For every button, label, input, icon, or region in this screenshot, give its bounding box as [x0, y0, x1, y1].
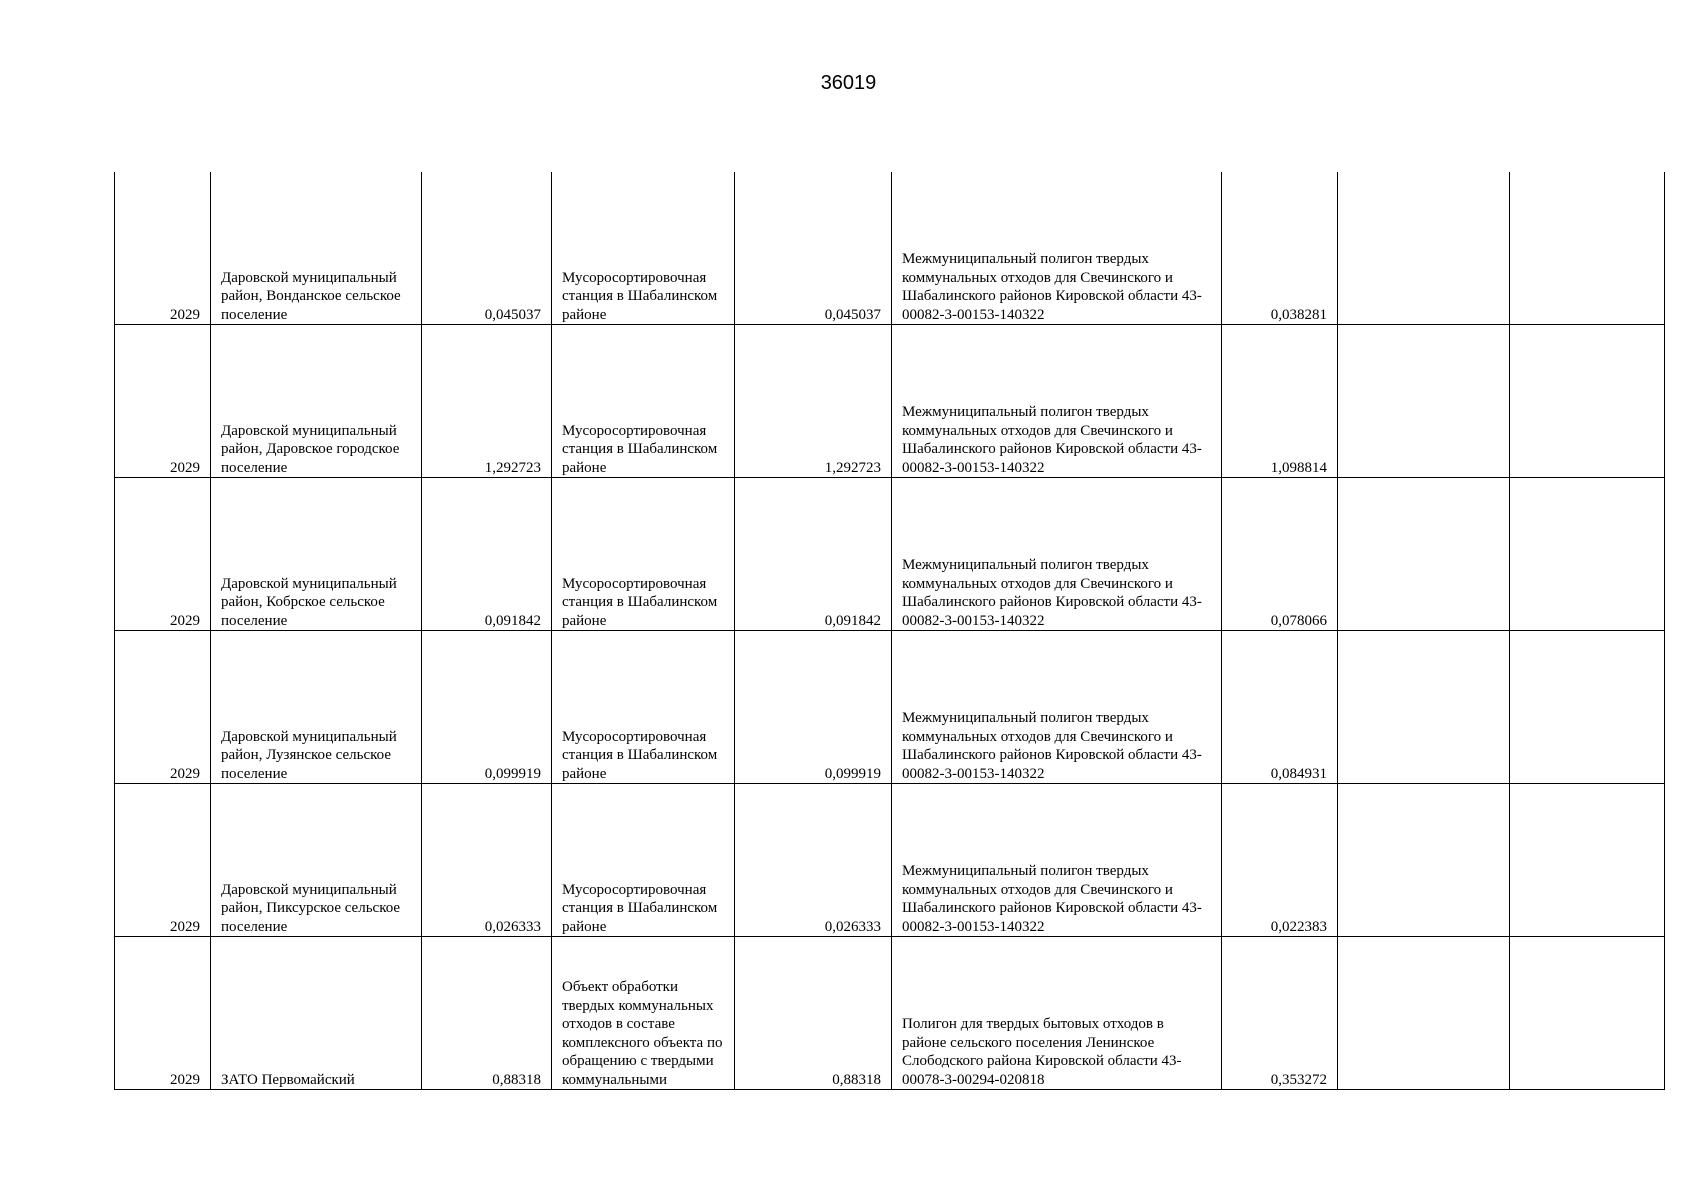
table-row: [115, 325, 1665, 478]
empty-cell: [1338, 172, 1510, 325]
year-cell: 2029: [115, 325, 211, 478]
facility-cell: Мусоросортировочная станция в Шабалинском районе: [552, 784, 735, 937]
waste-flow-table: [114, 172, 1665, 1090]
mass-generated-cell: 0,88318: [422, 937, 552, 1090]
year-cell: 2029: [115, 784, 211, 937]
mass-transferred-cell: 0,026333: [735, 784, 892, 937]
mass-generated-cell: 0,099919: [422, 631, 552, 784]
municipality-cell: ЗАТО Первомайский: [211, 937, 422, 1090]
year-cell: 2029: [115, 631, 211, 784]
mass-generated-cell: 0,026333: [422, 784, 552, 937]
municipality-cell: Даровской муниципальный район, Кобрское сельское поселение: [211, 478, 422, 631]
disposal-site-cell: Межмуниципальный полигон твердых коммунальных отходов для Свечинского и Шабалинского районов Кировской области 43-00082-3-00153-140322: [892, 325, 1222, 478]
mass-transferred-cell: 0,045037: [735, 172, 892, 325]
disposal-site-cell: Межмуниципальный полигон твердых коммунальных отходов для Свечинского и Шабалинского районов Кировской области 43-00082-3-00153-140322: [892, 478, 1222, 631]
mass-generated-cell: 1,292723: [422, 325, 552, 478]
disposal-site-cell: Межмуниципальный полигон твердых коммунальных отходов для Свечинского и Шабалинского районов Кировской области 43-00082-3-00153-140322: [892, 172, 1222, 325]
municipality-cell: Даровской муниципальный район, Даровское городское поселение: [211, 325, 422, 478]
table-row: [115, 478, 1665, 631]
page-number: 36019: [820, 72, 877, 94]
disposal-site-cell: Межмуниципальный полигон твердых коммунальных отходов для Свечинского и Шабалинского районов Кировской области 43-00082-3-00153-140322: [892, 784, 1222, 937]
empty-cell: [1510, 937, 1665, 1090]
facility-cell: Мусоросортировочная станция в Шабалинском районе: [552, 172, 735, 325]
mass-transferred-cell: 0,091842: [735, 478, 892, 631]
empty-cell: [1338, 784, 1510, 937]
mass-generated-cell: 0,045037: [422, 172, 552, 325]
table-row: [115, 172, 1665, 325]
year-cell: 2029: [115, 478, 211, 631]
table-row: [115, 937, 1665, 1090]
facility-cell: Мусоросортировочная станция в Шабалинском районе: [552, 325, 735, 478]
table-row: [115, 631, 1665, 784]
empty-cell: [1338, 325, 1510, 478]
mass-transferred-cell: 1,292723: [735, 325, 892, 478]
empty-cell: [1510, 631, 1665, 784]
empty-cell: [1510, 478, 1665, 631]
municipality-cell: Даровской муниципальный район, Лузянское сельское поселение: [211, 631, 422, 784]
empty-cell: [1510, 325, 1665, 478]
mass-transferred-cell: 0,099919: [735, 631, 892, 784]
mass-transferred-cell: 0,88318: [735, 937, 892, 1090]
facility-cell: Мусоросортировочная станция в Шабалинском районе: [552, 631, 735, 784]
empty-cell: [1338, 631, 1510, 784]
year-cell: 2029: [115, 937, 211, 1090]
empty-cell: [1338, 478, 1510, 631]
disposal-site-cell: Межмуниципальный полигон твердых коммунальных отходов для Свечинского и Шабалинского районов Кировской области 43-00082-3-00153-140322: [892, 631, 1222, 784]
year-cell: 2029: [115, 172, 211, 325]
empty-cell: [1510, 172, 1665, 325]
mass-disposed-cell: 0,084931: [1222, 631, 1338, 784]
facility-cell: Мусоросортировочная станция в Шабалинском районе: [552, 478, 735, 631]
disposal-site-cell: Полигон для твердых бытовых отходов в районе сельского поселения Ленинское Слободского района Кировской области 43-00078-3-00294-020818: [892, 937, 1222, 1090]
mass-generated-cell: 0,091842: [422, 478, 552, 631]
table-row: [115, 784, 1665, 937]
mass-disposed-cell: 0,022383: [1222, 784, 1338, 937]
mass-disposed-cell: 1,098814: [1222, 325, 1338, 478]
facility-cell: Объект обработки твердых коммунальных отходов в составе комплексного объекта по обращению с твердыми коммунальными: [552, 937, 735, 1090]
municipality-cell: Даровской муниципальный район, Пиксурское сельское поселение: [211, 784, 422, 937]
empty-cell: [1338, 937, 1510, 1090]
mass-disposed-cell: 0,078066: [1222, 478, 1338, 631]
municipality-cell: Даровской муниципальный район, Вонданское сельское поселение: [211, 172, 422, 325]
mass-disposed-cell: 0,353272: [1222, 937, 1338, 1090]
empty-cell: [1510, 784, 1665, 937]
mass-disposed-cell: 0,038281: [1222, 172, 1338, 325]
